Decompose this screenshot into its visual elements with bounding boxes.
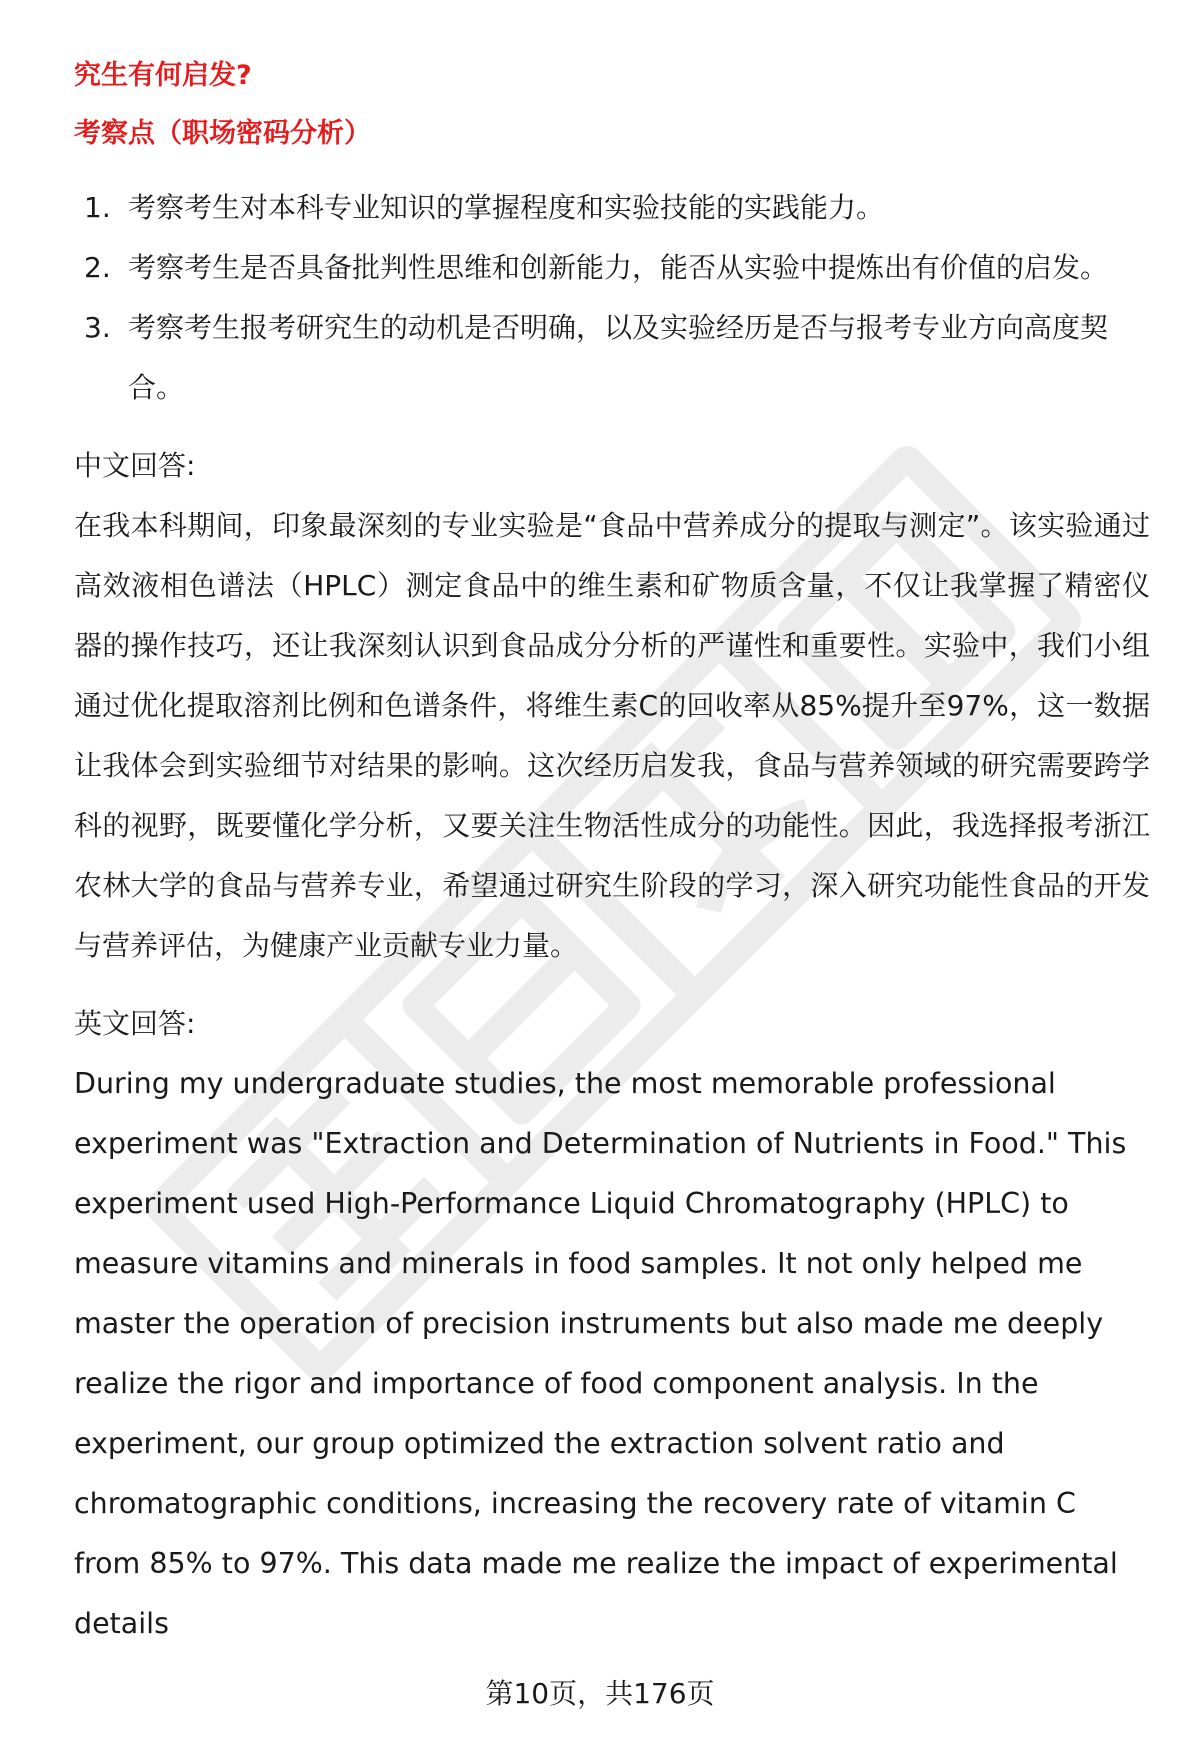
list-item [74, 298, 1150, 418]
question-tail: 究生有何启发? [74, 60, 252, 91]
list-text: 考察考生报考研究生的动机是否明确，以及实验经历是否与报考专业方向高度契合。 [128, 311, 1109, 404]
page-number: 第10页，共176页 [485, 1677, 715, 1710]
chinese-answer: 在我本科期间，印象最深刻的专业实验是“食品中营养成分的提取与测定”。该实验通过高效液相色谱法（HPLC）测定食品中的维生素和矿物质含量，不仅让我掌握了精密仪器的操作技巧，还让我深刻认识到食品成分分析的严谨性和重要性。实验中，我们小组通过优化提取溶剂比例和色谱条件，将维生素C的回收率从85%提升至97%，这一数据让我体会到实验细节对结果的影响。这次经历启发我，食品与营养领域的研究需要跨学科的视野，既要懂化学分析，又要关注生物活性成分的功能性。因此，我选择报考浙江农林大学的食品与营养专业，希望通过研究生阶段的学习，深入研究功能性食品的开发与营养评估，为健康产业贡献专业力量。 [74, 509, 1150, 962]
english-answer-label: 英文回答: [74, 1007, 196, 1040]
list-number: 3. [84, 311, 111, 344]
list-item [74, 238, 1150, 298]
points-list [74, 178, 1150, 418]
content [74, 56, 1150, 1654]
points-heading: 考察点（职场密码分析） [74, 118, 371, 149]
english-answer: During my undergraduate studies, the most memorable professional experiment was "Extraction and Determination of Nutrients in Food." This experiment used High-Performance Liquid Chromatography (HPLC) to measure vitamins and minerals in food samples. It not only helped me master the operation of precision instruments but also made me deeply realize the rigor and importance of food component analysis. In the experiment, our group optimized the extraction solvent ratio and chromatographic conditions, increasing the recovery rate of vitamin C from 85% to 97%. This data made me realize the impact of experimental details [74, 1067, 1127, 1640]
list-text: 考察考生对本科专业知识的掌握程度和实验技能的实践能力。 [128, 191, 885, 224]
list-text: 考察考生是否具备批判性思维和创新能力，能否从实验中提炼出有价值的启发。 [128, 251, 1109, 284]
chinese-answer-label: 中文回答: [74, 449, 196, 482]
list-item [74, 178, 1150, 238]
list-number: 2. [84, 251, 111, 284]
list-number: 1. [84, 191, 111, 224]
